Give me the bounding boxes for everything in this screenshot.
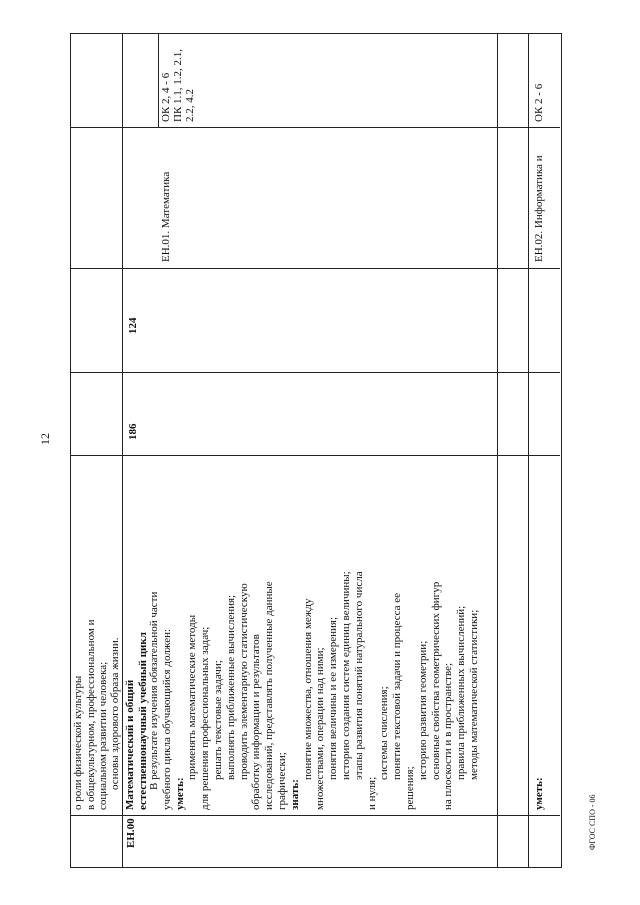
znat-item: системы счисления;	[378, 686, 391, 780]
v-line	[497, 33, 498, 868]
znat-item: и нуля;	[365, 776, 378, 810]
umet-item: графически;	[276, 752, 288, 810]
znat-item: понятия величины и ее измерения;	[327, 616, 340, 780]
umet-item: обработку информации и результатов	[250, 634, 263, 810]
pe-line: о роли физической культуры	[72, 675, 84, 810]
h-line	[70, 127, 560, 128]
znat-item: правила приближенных вычислений;	[455, 605, 468, 780]
umet-label-en02: уметь:	[533, 777, 545, 810]
comp-3: 2.2, 4.2	[184, 89, 196, 122]
cycle-title-2: естественнонаучный учебный цикл	[137, 632, 149, 810]
znat-label: знать:	[288, 779, 301, 810]
code-en00: ЕН.00	[125, 818, 137, 848]
h-line	[70, 455, 560, 456]
max-hours: 186	[127, 423, 139, 440]
en02-index: ЕН.02. Информатика и	[533, 155, 545, 262]
znat-item: основные свойства геометрических фигур	[429, 581, 442, 780]
umet-label: уметь:	[173, 777, 186, 810]
v-line	[122, 33, 123, 868]
znat-item: этапы развития понятий натурального числа	[352, 571, 365, 780]
footer-final: ФГОС СПО - 06	[588, 794, 597, 850]
obl-hours: 124	[127, 317, 139, 334]
umet-item: для решения профессиональных задач;	[199, 626, 212, 810]
znat-item: историю создания систем единиц величины;	[340, 571, 352, 780]
znat-item: методы математической статистики;	[468, 609, 480, 780]
umet-item: исследований, представлять полученные данные	[263, 581, 276, 810]
comp-en02: ОК 2 - 6	[533, 83, 545, 122]
znat-item: историю развития геометрии;	[416, 640, 429, 780]
znat-item: множествами, операции над ними;	[314, 647, 327, 810]
page-number-final: 12	[38, 433, 52, 445]
en01-intro: В результате изучения обязательной части	[148, 591, 160, 790]
znat-item: понятие текстовой задачи и процесса ее	[391, 592, 404, 780]
cycle-title-1: Математический и общий	[124, 679, 136, 810]
comp-2: ПК 1.1, 1.2, 2.1,	[172, 48, 184, 122]
pe-line: основы здорового образа жизни.	[109, 637, 121, 790]
umet-item: применять математические методы	[186, 614, 199, 780]
umet-item: решать текстовые задачи;	[212, 660, 224, 780]
h-line	[70, 372, 560, 373]
umet-item: выполнять приближенные вычисления;	[224, 594, 237, 780]
umet-item: проводить элементарную статистическую	[237, 583, 250, 780]
en01-intro: учебного цикла обучающийся должен:	[160, 628, 173, 810]
comp-1: ОК 2, 4 - 6	[160, 72, 172, 122]
pe-line: в общекультурном, профессиональном и	[85, 619, 97, 810]
znat-item: решения;	[404, 766, 416, 810]
znat-item: понятие множества, отношения между	[301, 598, 314, 780]
v-line	[528, 33, 529, 868]
v-line-comp	[158, 33, 159, 128]
h-line	[70, 268, 560, 269]
pe-line: социальном развитии человека;	[97, 661, 109, 810]
en01-index: ЕН.01. Математика	[160, 171, 172, 262]
h-line	[70, 815, 560, 816]
znat-item: на плоскости и в пространстве;	[442, 662, 455, 810]
